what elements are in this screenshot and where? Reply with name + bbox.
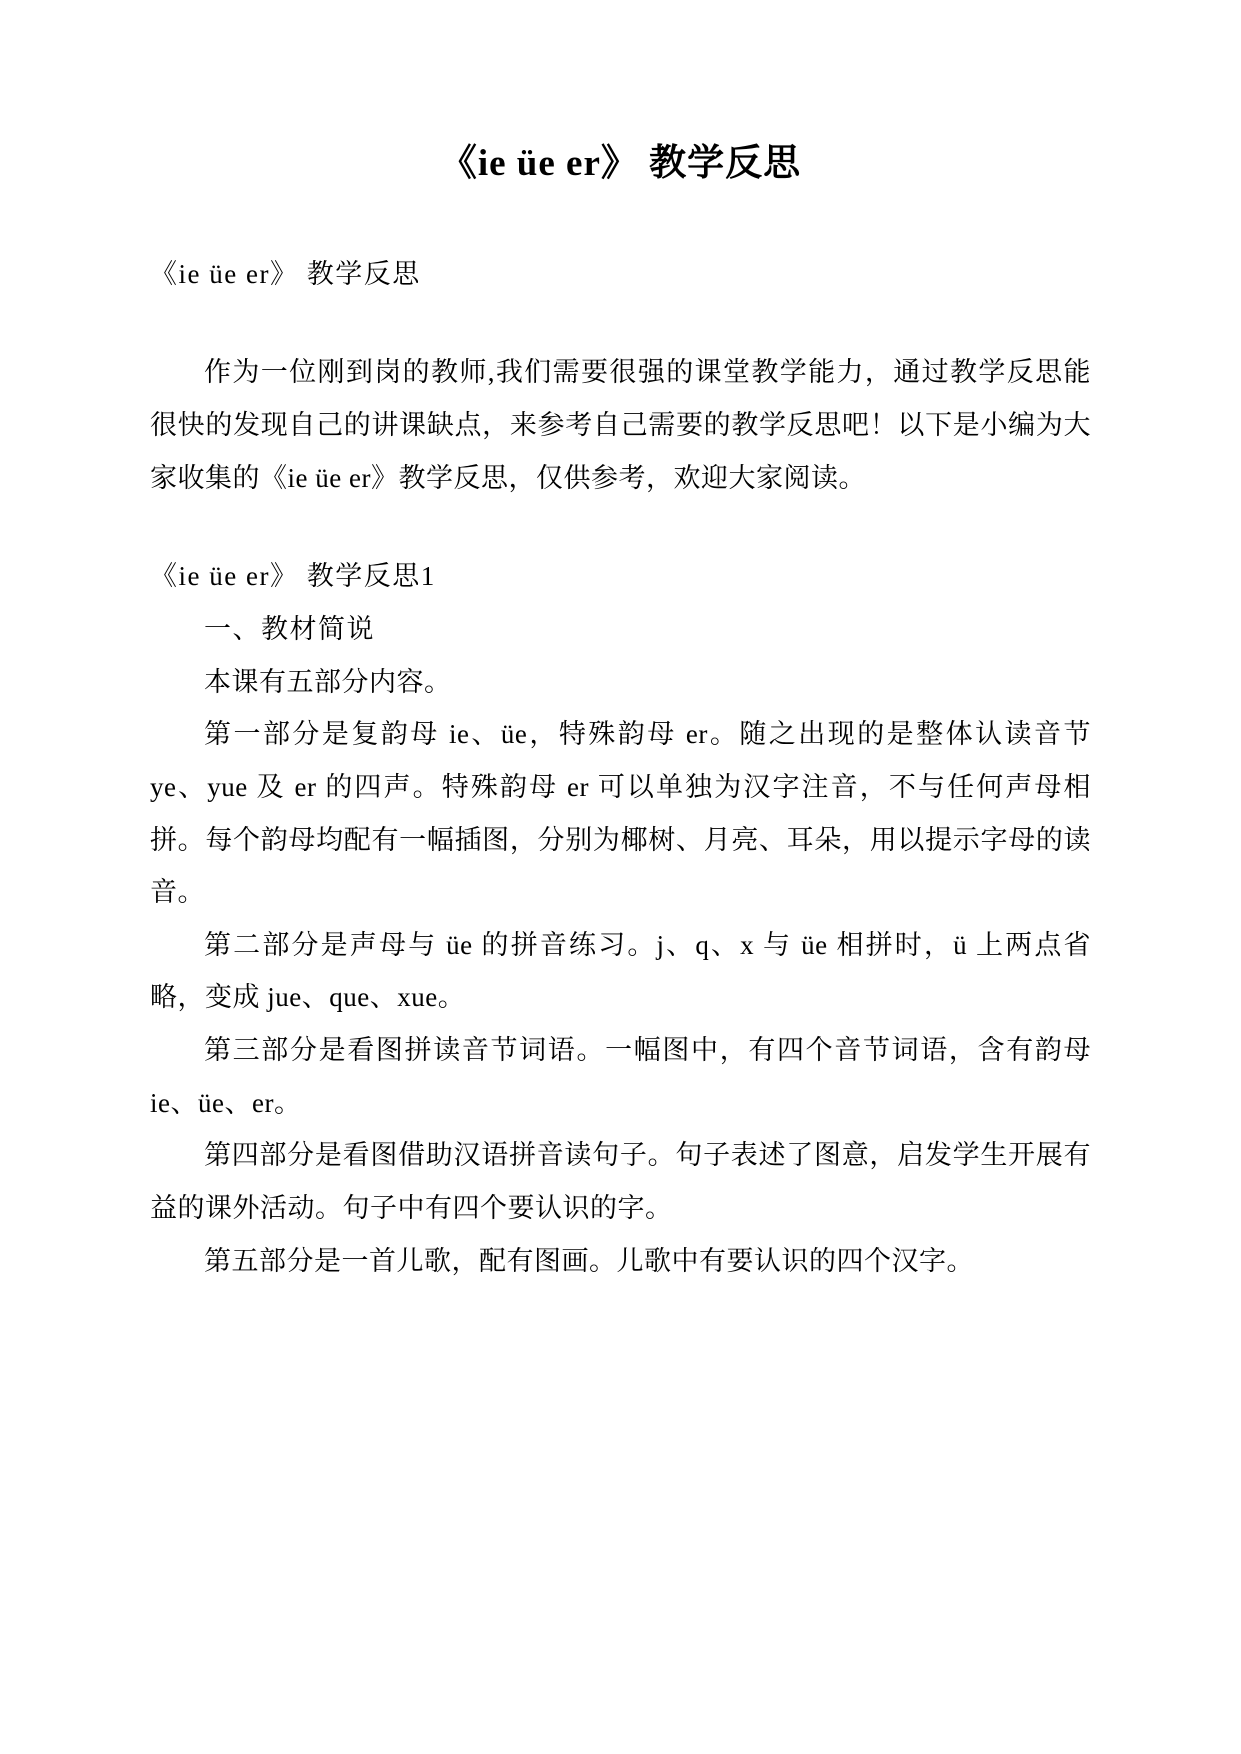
overview-line: 本课有五部分内容。 <box>204 666 452 697</box>
spacer <box>150 300 1091 346</box>
part-two-paragraph: 第二部分是声母与 üe 的拼音练习。j、q、x 与 üe 相拼时，ü 上两点省略，变成 jue、que、xue。 <box>150 929 1091 1013</box>
part-five-paragraph: 第五部分是一首儿歌，配有图画。儿歌中有要认识的四个汉字。 <box>204 1245 974 1276</box>
sub-title: 一、教材简说 <box>204 614 375 644</box>
page-title: 《ie üe er》 教学反思 <box>439 143 802 184</box>
intro-paragraph: 作为一位刚到岗的教师,我们需要很强的课堂教学能力，通过教学反思能很快的发现自己的讲课缺点，来参考自己需要的教学反思吧！以下是小编为大家收集的《ie üe er》教学反思，仅供参考，欢迎大家阅读。 <box>150 357 1091 493</box>
part-one-paragraph: 第一部分是复韵母 ie、üe，特殊韵母 er。随之出现的是整体认读音节 ye、yue 及 er 的四声。特殊韵母 er 可以单独为汉字注音，不与任何声母相拼。每个韵母均配有一幅插图，分别为椰树、月亮、耳朵，用以提示字母的读音。 <box>150 719 1091 908</box>
heading-repeat: 《ie üe er》 教学反思 <box>150 258 421 289</box>
section-title: 《ie üe er》 教学反思1 <box>150 561 436 592</box>
spacer <box>150 504 1091 550</box>
spacer <box>150 190 1091 248</box>
part-four-paragraph: 第四部分是看图借助汉语拼音读句子。句子表述了图意，启发学生开展有益的课外活动。句子中有四个要认识的字。 <box>150 1140 1091 1224</box>
part-three-paragraph: 第三部分是看图拼读音节词语。一幅图中，有四个音节词语，含有韵母 ie、üe、er。 <box>150 1035 1091 1118</box>
